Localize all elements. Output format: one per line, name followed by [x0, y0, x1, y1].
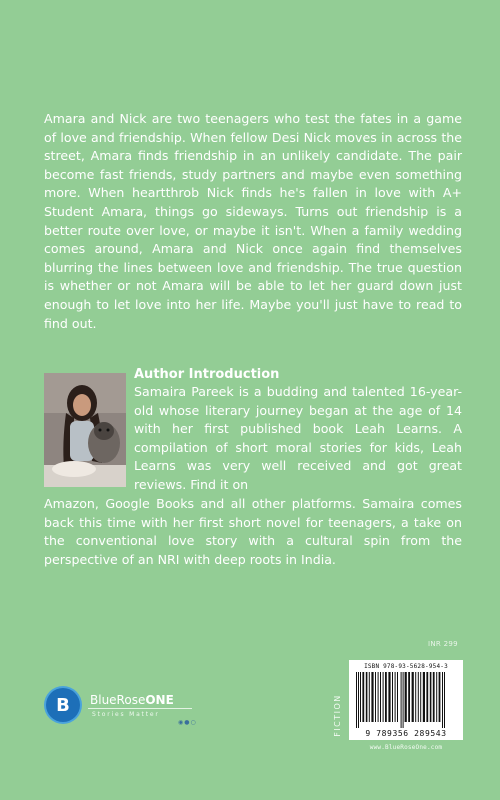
genre-label [330, 680, 344, 750]
barcode-bar [442, 672, 443, 728]
barcode-bar [362, 672, 364, 722]
barcode-bar [439, 672, 441, 722]
barcode-bar [423, 672, 425, 722]
barcode-bar [388, 672, 390, 722]
barcode-bar [371, 672, 373, 722]
book-blurb: Amara and Nick are two teenagers who test the fates in a game of love and friendship. When fellow Desi Nick moves in across the street, Amara finds friendship in an unlikely candidate. The pair become fast friends, study partners and maybe even something more. When heartthrob Nick finds he's fallen in love with A+ Student Amara, things go sideways. Turns out friendship is a better route over love, or maybe it isn't. When a family wedding comes around, Amara and Nick once again find themselves blurring the lines between love and friendship. The true question is whether or not Amara will be able to let her guard down just enough to let love into her life. Maybe you'll just have to read to find out. [44, 111, 462, 331]
isbn-text: ISBN 978-93-5628-954-3 [364, 663, 448, 670]
barcode-bar [360, 672, 361, 722]
barcode-bar [385, 672, 387, 722]
author-bio: Samaira Pareek is a budding and talented 16-year-old whose literary journey began at the age of 14 with her first published book Leah Learns. A compilation of short moral stories for kids, Leah Learns was very well received and got great reviews. Find it on [134, 384, 462, 492]
barcode-bar [433, 672, 435, 722]
publisher-name [90, 693, 174, 707]
barcode-bar [358, 672, 359, 728]
author-photo [44, 373, 126, 487]
barcode-bar [356, 672, 357, 728]
publisher-divider [88, 708, 192, 709]
logo-letter: B [56, 694, 70, 716]
social-icons [178, 719, 196, 726]
author-bio-continued: Amazon, Google Books and all other platforms. Samaira comes back this time with her first short novel for teenagers, a take on the conventional love story with a cultural spin from the perspective of an NRI with deep roots in India. [44, 496, 462, 567]
barcode-bar [430, 672, 432, 722]
barcode-bar [420, 672, 421, 722]
barcode-bar [401, 672, 402, 728]
barcode-bar [418, 672, 419, 722]
publisher-name-part1: BlueRose [90, 693, 146, 707]
barcode-bar [415, 672, 416, 722]
barcode-bar [405, 672, 407, 722]
barcode-bar [375, 672, 376, 722]
genre-text: FICTION [332, 693, 342, 737]
barcode-bar [383, 672, 384, 722]
instagram-icon[interactable]: ◉ [178, 719, 184, 726]
publisher-tagline: Stories Matter [92, 711, 160, 718]
barcode-bar [369, 672, 370, 722]
author-portrait-illustration [44, 373, 126, 487]
twitter-icon[interactable]: ○ [190, 719, 196, 726]
price-label: INR 299 [428, 640, 458, 648]
barcode-bar [426, 672, 428, 722]
facebook-icon[interactable]: ● [184, 719, 190, 726]
author-section-heading: Author Introduction [134, 367, 280, 382]
isbn-digits: 9 789356 289543 [365, 729, 447, 738]
barcode-bar [436, 672, 437, 722]
barcode-bar [408, 672, 410, 722]
barcode-bar [397, 672, 398, 722]
barcode-bar [392, 672, 393, 722]
barcode-bar [380, 672, 381, 722]
publisher-name-part2: ONE [145, 693, 174, 707]
barcode-bar [403, 672, 404, 728]
barcode-bar [378, 672, 379, 722]
isbn-barcode [349, 660, 463, 740]
barcode-bars [355, 672, 457, 728]
barcode-bar [444, 672, 445, 728]
publisher-website[interactable]: www.BlueRoseOne.com [369, 744, 443, 751]
barcode-bar [412, 672, 414, 722]
barcode-bar [366, 672, 368, 722]
publisher-logo [46, 688, 80, 722]
barcode-bar [395, 672, 396, 722]
